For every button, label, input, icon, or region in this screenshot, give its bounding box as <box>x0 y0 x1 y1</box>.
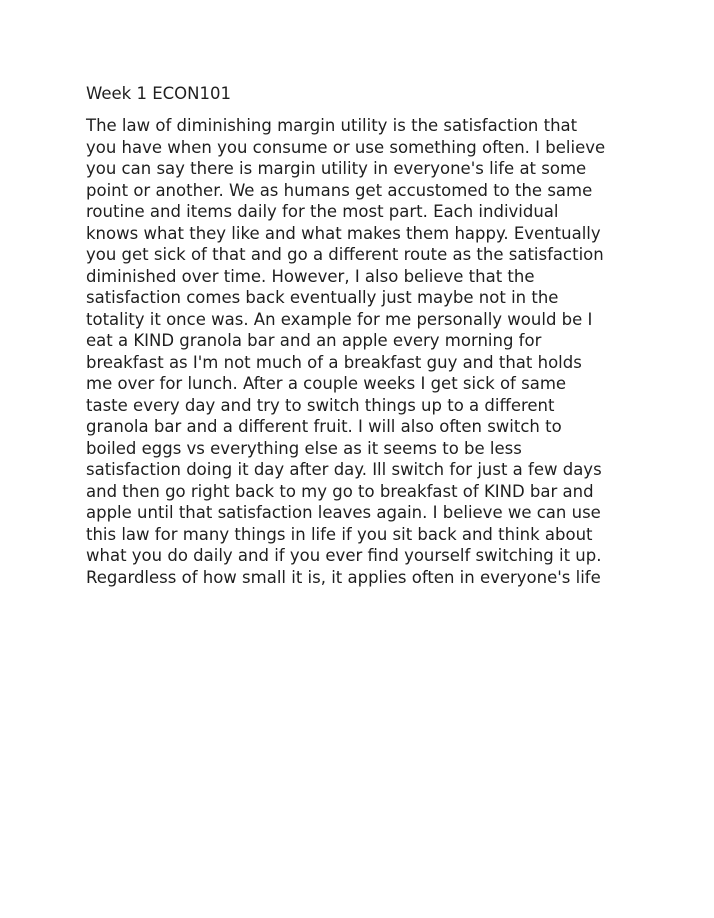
document-body <box>86 115 656 588</box>
body-line: boiled eggs vs everything else as it seems to be less <box>86 438 522 458</box>
body-line: Regardless of how small it is, it applies often in everyone's life <box>86 567 601 587</box>
body-line: totality it once was. An example for me personally would be I <box>86 309 593 329</box>
body-line: eat a KIND granola bar and an apple every morning for <box>86 331 542 350</box>
body-line: what you do daily and if you ever find yourself switching it up. <box>86 546 602 565</box>
body-line: taste every day and try to switch things up to a different <box>86 395 555 415</box>
body-line: routine and items daily for the most part. Each individual <box>86 202 559 221</box>
body-line: point or another. We as humans get accustomed to the same <box>86 180 593 200</box>
body-line: granola bar and a different fruit. I will also often switch to <box>86 417 562 436</box>
body-line: me over for lunch. After a couple weeks I get sick of same <box>86 374 567 393</box>
body-line: and then go right back to my go to breakfast of KIND bar and <box>86 481 594 501</box>
body-line: you have when you consume or use something often. I believe <box>86 137 606 157</box>
body-line: this law for many things in life if you sit back and think about <box>86 524 593 544</box>
body-line: The law of diminishing margin utility is the satisfaction that <box>86 116 578 135</box>
body-line: satisfaction doing it day after day. Ill switch for just a few days <box>86 460 602 479</box>
document-title: Week 1 ECON101 <box>86 84 231 103</box>
body-line: knows what they like and what makes them happy. Eventually <box>86 223 601 243</box>
body-line: apple until that satisfaction leaves again. I believe we can use <box>86 503 601 522</box>
body-line: breakfast as I'm not much of a breakfast guy and that holds <box>86 352 582 372</box>
body-line: diminished over time. However, I also believe that the <box>86 266 535 286</box>
body-line: you can say there is margin utility in everyone's life at some <box>86 159 587 178</box>
body-line: you get sick of that and go a different route as the satisfaction <box>86 245 604 264</box>
body-line: satisfaction comes back eventually just maybe not in the <box>86 288 559 307</box>
